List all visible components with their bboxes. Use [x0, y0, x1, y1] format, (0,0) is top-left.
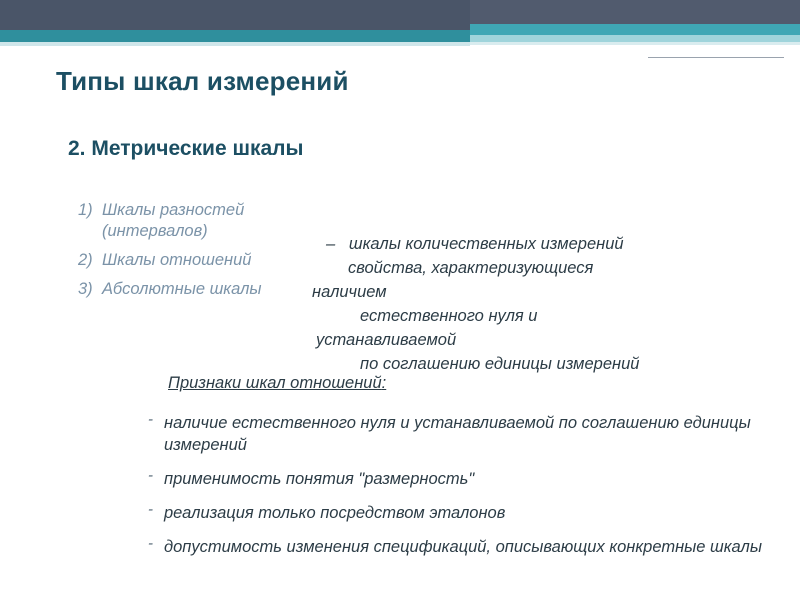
definition-line: – шкалы количественных измерений [326, 235, 624, 253]
list-item [78, 200, 338, 242]
definition-line: по соглашению единицы измерений [360, 355, 640, 373]
list-item-label: применимость понятия "размерность" [164, 470, 475, 488]
dash-bullet-icon: - [148, 535, 153, 552]
list-item-number: 2) [78, 251, 93, 269]
list-item-label: Шкалы разностей (интервалов) [102, 201, 245, 240]
definition-line: наличием [312, 283, 387, 301]
list-item [146, 412, 766, 456]
definition-block [312, 232, 776, 376]
list-item-number: 1) [78, 201, 93, 219]
slide-header-band [0, 0, 800, 46]
band-pale-right [470, 42, 800, 45]
list-item [78, 250, 338, 271]
features-heading [168, 374, 386, 393]
features-heading-text: Признаки шкал отношений [168, 374, 382, 392]
features-heading-colon: : [381, 374, 387, 392]
features-list [146, 412, 766, 570]
definition-line: устанавливаемой [316, 331, 457, 349]
band-teal-right [470, 24, 800, 35]
list-item [146, 502, 766, 524]
dash-bullet-icon: - [148, 467, 153, 484]
list-item [146, 468, 766, 490]
list-item [78, 279, 338, 300]
band-light-right [470, 35, 800, 42]
list-item-label: Шкалы отношений [102, 251, 252, 269]
band-dark-right [470, 0, 800, 24]
definition-line: естественного нуля и [360, 307, 538, 325]
header-rule [648, 57, 784, 58]
list-item-number: 3) [78, 280, 93, 298]
dash-bullet-icon: - [148, 411, 153, 428]
list-item-label: Абсолютные шкалы [102, 280, 262, 298]
scale-types-list [78, 200, 338, 308]
definition-line: свойства, характеризующиеся [348, 259, 594, 277]
list-item-label: реализация только посредством эталонов [164, 504, 506, 522]
band-pale-left [0, 42, 470, 46]
list-item-label: наличие естественного нуля и устанавливаемой по соглашению единицы измерений [164, 414, 751, 454]
band-dark-left [0, 0, 470, 30]
band-teal-left [0, 30, 470, 42]
page-title: Типы шкал измерений [56, 66, 349, 96]
list-item-label: допустимость изменения спецификаций, описывающих конкретные шкалы [164, 538, 762, 556]
list-item [146, 536, 766, 558]
section-subtitle: 2. Метрические шкалы [68, 137, 304, 160]
dash-bullet-icon: - [148, 501, 153, 518]
